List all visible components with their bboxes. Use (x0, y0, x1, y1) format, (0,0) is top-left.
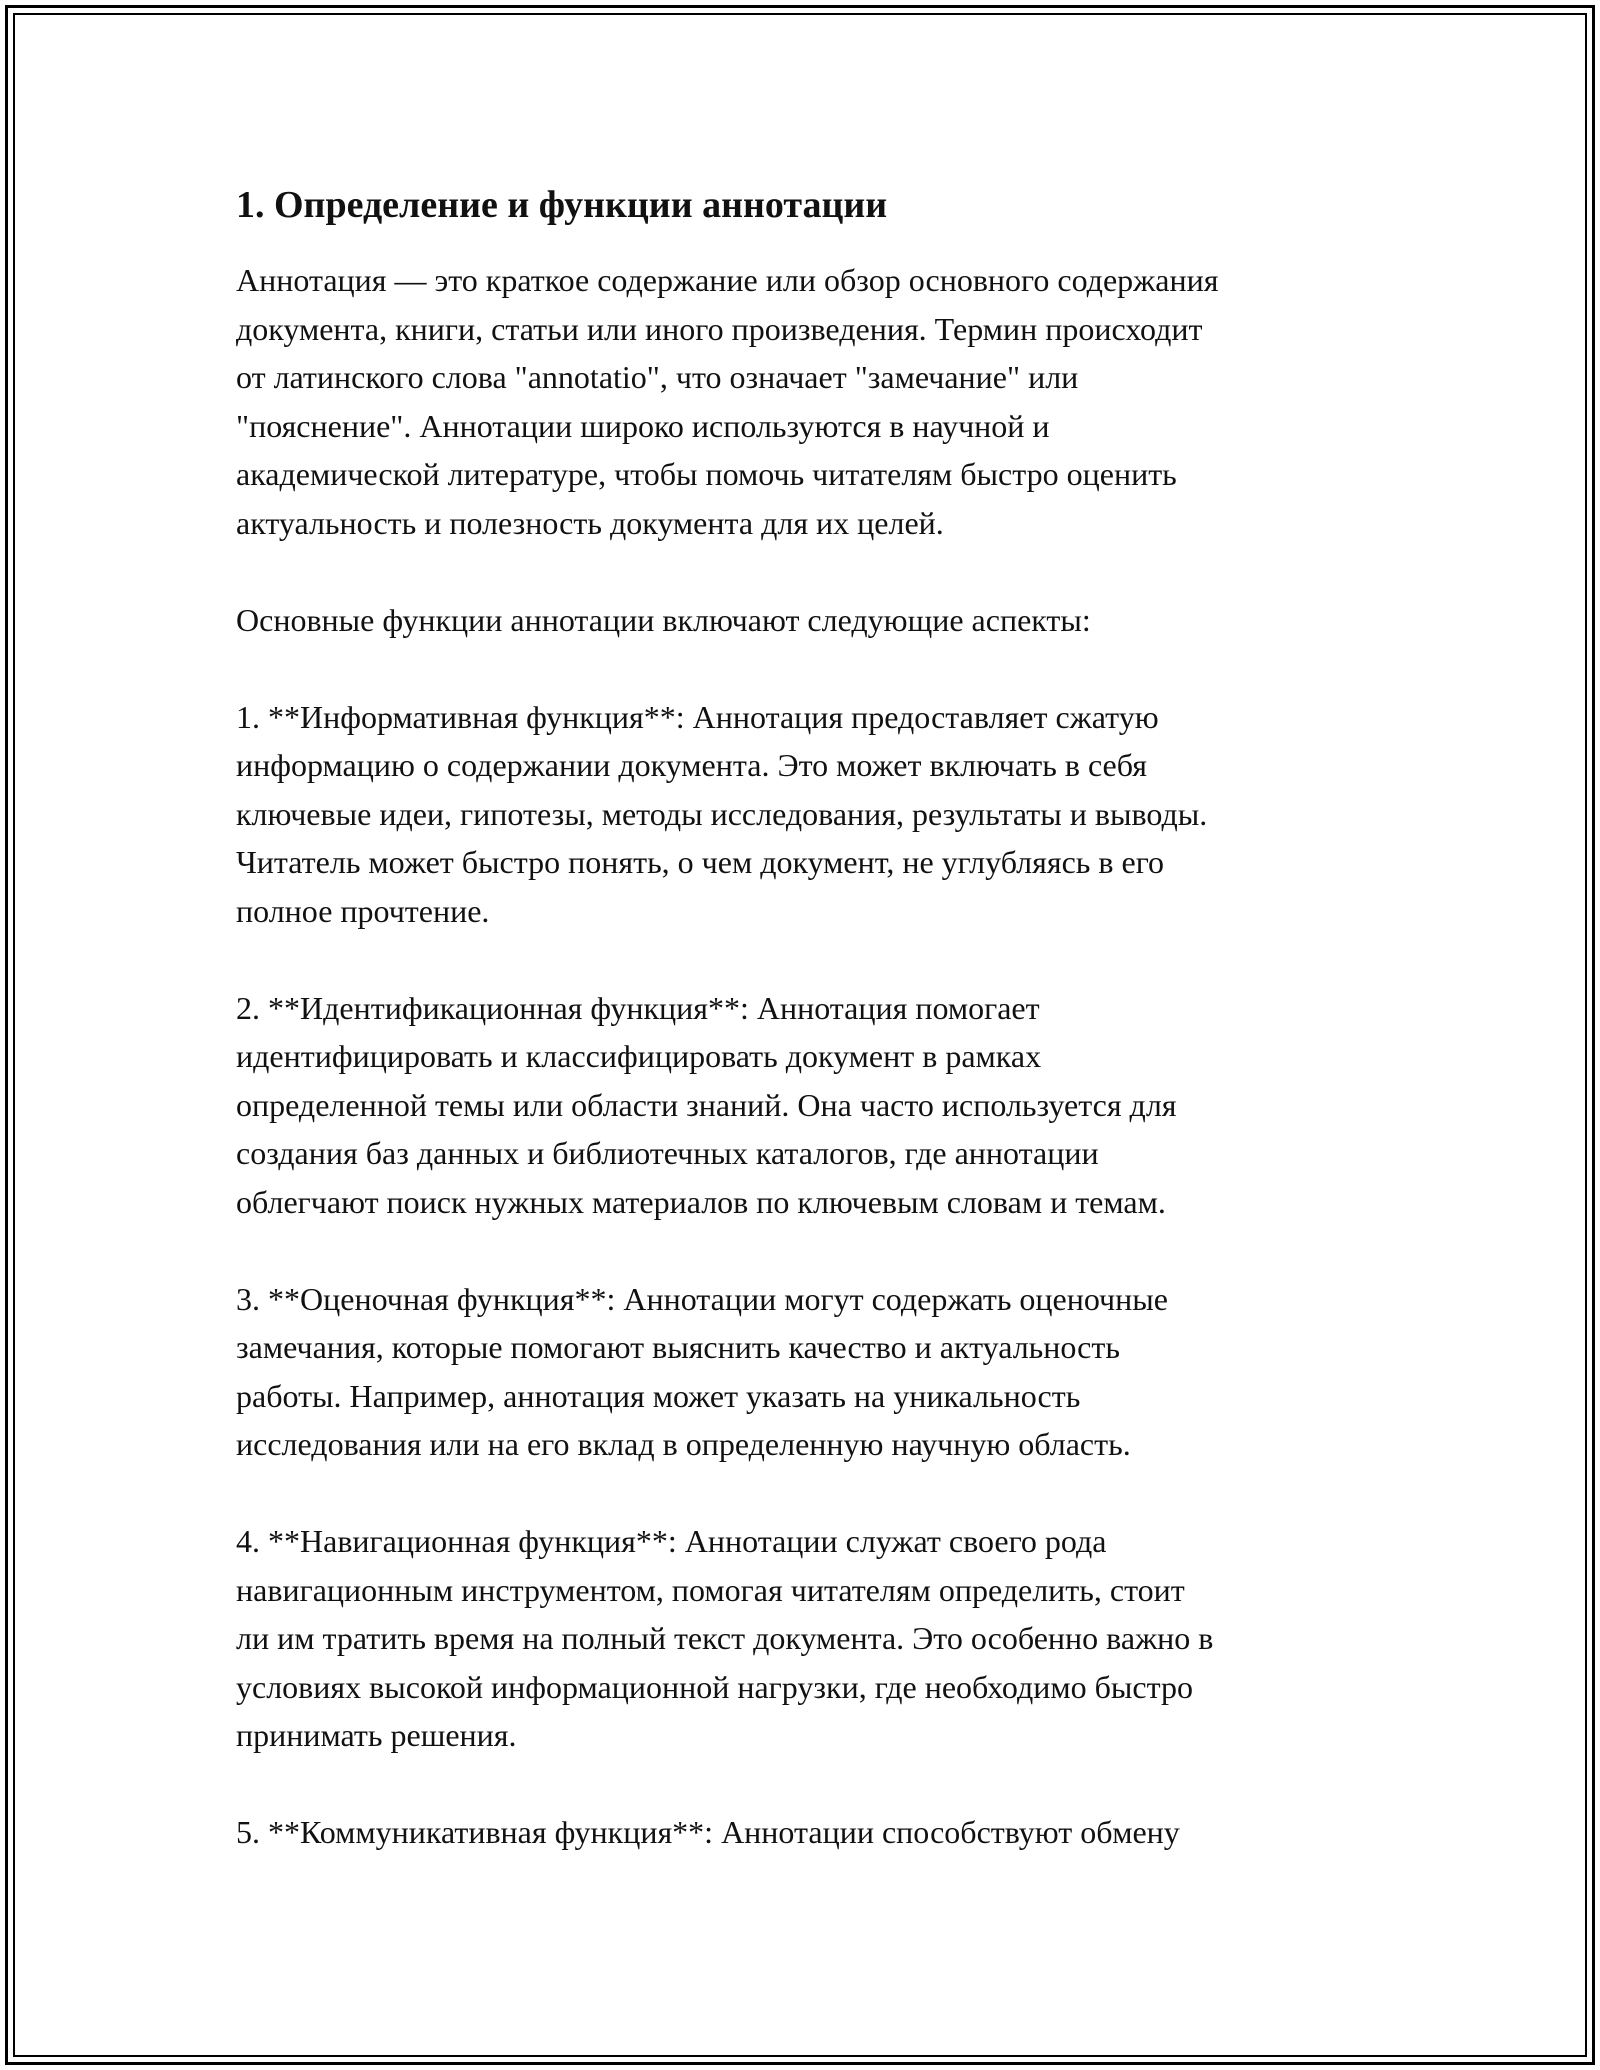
paragraph-navigational-function (236, 1517, 1386, 1760)
text-line: Основные функции аннотации включают следующие аспекты: (236, 601, 1091, 638)
text-line: замечания, которые помогают выяснить качество и актуальность (236, 1329, 1120, 1365)
paragraph-communicative-function (236, 1808, 1386, 1857)
document-body (236, 182, 1386, 1905)
text-line: от латинского слова "annotatio", что означает "замечание" или (236, 359, 1079, 395)
text-line: ли им тратить время на полный текст документа. Это особенно важно в (236, 1620, 1214, 1656)
text-line: исследования или на его вклад в определенную научную область. (236, 1426, 1131, 1462)
paragraph-informative-function (236, 693, 1386, 936)
text-line: Аннотация — это краткое содержание или обзор основного содержания (236, 262, 1219, 298)
text-line: создания баз данных и библиотечных каталогов, где аннотации (236, 1135, 1099, 1171)
paragraph-identification-function (236, 984, 1386, 1227)
text-line: 3. **Оценочная функция**: Аннотации могут содержать оценочные (236, 1280, 1168, 1317)
text-line: работы. Например, аннотация может указать на уникальность (236, 1377, 1081, 1414)
text-line: полное прочтение. (236, 892, 490, 929)
text-line: информацию о содержании документа. Это может включать в себя (236, 747, 1147, 783)
text-line: Читатель может быстро понять, о чем документ, не углубляясь в его (236, 844, 1165, 880)
text-line: принимать решения. (236, 1717, 517, 1753)
text-line: идентифицировать и классифицировать документ в рамках (236, 1038, 1042, 1074)
text-line: 1. **Информативная функция**: Аннотация предоставляет сжатую (236, 698, 1159, 735)
text-line: 5. **Коммуникативная функция**: Аннотации способствуют обмену (236, 1814, 1180, 1850)
paragraph-evaluative-function (236, 1275, 1386, 1469)
text-line: актуальность и полезность документа для их целей. (236, 504, 944, 541)
paragraph-definition (236, 256, 1386, 547)
text-line: навигационным инструментом, помогая читателям определить, стоит (236, 1571, 1185, 1608)
text-line: определенной темы или области знаний. Она часто используется для (236, 1086, 1177, 1123)
text-line: ключевые идеи, гипотезы, методы исследования, результаты и выводы. (236, 795, 1208, 832)
text-line: документа, книги, статьи или иного произведения. Термин происходит (236, 310, 1203, 347)
section-heading: 1. Определение и функции аннотации (236, 184, 888, 226)
text-line: 4. **Навигационная функция**: Аннотации служат своего рода (236, 1523, 1107, 1559)
text-line: облегчают поиск нужных материалов по ключевым словам и темам. (236, 1183, 1166, 1220)
text-line: 2. **Идентификационная функция**: Аннотация помогает (236, 989, 1040, 1026)
text-line: "пояснение". Аннотации широко используются в научной и (236, 407, 1050, 444)
text-line: академической литературе, чтобы помочь читателям быстро оценить (236, 456, 1177, 492)
paragraph-functions-intro (236, 596, 1386, 645)
text-line: условиях высокой информационной нагрузки, где необходимо быстро (236, 1668, 1193, 1705)
